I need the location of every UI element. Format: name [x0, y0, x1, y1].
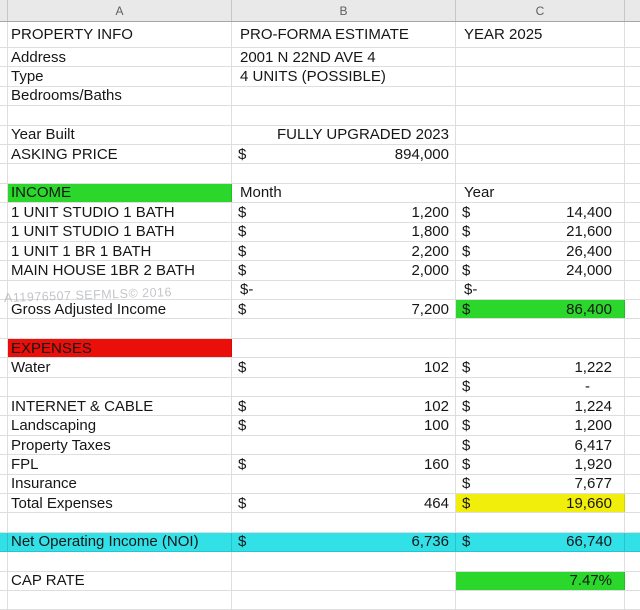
currency-symbol: $: [238, 242, 247, 260]
cell-value: 7,677: [574, 475, 612, 493]
right-edge-sliver: [625, 319, 640, 337]
sheet-row-11: [0, 223, 640, 242]
cell-value: 1,224: [574, 397, 612, 415]
cell-text: FULLY UPGRADED 2023: [276, 126, 449, 144]
cell-A12[interactable]: [8, 242, 232, 260]
cell-C22[interactable]: [456, 436, 625, 454]
right-edge-sliver: [625, 48, 640, 66]
cell-text: Year: [464, 184, 495, 202]
right-edge-sliver: [625, 397, 640, 415]
cell-B21[interactable]: [232, 416, 456, 434]
sheet-row-18: [0, 358, 640, 377]
right-edge-sliver: [625, 475, 640, 493]
row-header-sliver: [0, 378, 8, 396]
right-edge-sliver: [625, 223, 640, 241]
cell-A28[interactable]: [8, 552, 232, 570]
sheet-row-10: [0, 203, 640, 222]
cell-text: Address: [11, 48, 67, 66]
cell-C13[interactable]: [456, 261, 625, 279]
right-edge-sliver: [625, 552, 640, 570]
right-edge-sliver: [625, 358, 640, 376]
cell-text: $-: [464, 281, 478, 299]
cell-B20[interactable]: [232, 397, 456, 415]
currency-symbol: $: [462, 378, 471, 396]
cell-A29[interactable]: [8, 572, 232, 590]
mls-watermark: A11976507 SEFMLS© 2016: [3, 285, 173, 305]
sheet-row-6: [0, 126, 640, 145]
row-header-sliver: [0, 242, 8, 260]
cell-A2[interactable]: [8, 48, 232, 66]
sheet-row-24: [0, 475, 640, 494]
cell-text: Bedrooms/Baths: [11, 87, 122, 105]
right-edge-sliver: [625, 339, 640, 357]
row-header-sliver: [0, 455, 8, 473]
cell-A21[interactable]: [8, 416, 232, 434]
row-header-sliver: [0, 513, 8, 531]
currency-symbol: $: [462, 358, 471, 376]
sheet-row-2: [0, 48, 640, 67]
row-header-sliver: [0, 591, 8, 609]
row-header-sliver: [0, 436, 8, 454]
cell-value: 86,400: [566, 300, 612, 318]
cell-B28[interactable]: [232, 552, 456, 570]
cell-A30[interactable]: [8, 591, 232, 609]
cell-text: Gross Adjusted Income: [11, 300, 167, 318]
row-header-sliver: [0, 358, 8, 376]
cell-A18[interactable]: [8, 358, 232, 376]
cell-A10[interactable]: [8, 203, 232, 221]
cell-C6[interactable]: [456, 126, 625, 144]
currency-symbol: $: [462, 455, 471, 473]
cell-text: 2001 N 22ND AVE 4: [240, 48, 376, 66]
right-edge-sliver: [625, 281, 640, 299]
cell-value: 21,600: [566, 223, 612, 241]
right-edge-sliver: [625, 203, 640, 221]
right-edge-sliver: [625, 22, 640, 47]
cell-A19[interactable]: [8, 378, 232, 396]
currency-symbol: $: [462, 242, 471, 260]
cell-value: 2,200: [411, 242, 449, 260]
row-header-corner: [0, 0, 8, 21]
row-header-sliver: [0, 533, 8, 551]
right-edge-sliver: [625, 591, 640, 609]
row-header-sliver: [0, 184, 8, 202]
cell-B25[interactable]: [232, 494, 456, 512]
cell-text: Net Operating Income (NOI): [11, 533, 199, 551]
cell-B11[interactable]: [232, 223, 456, 241]
cell-B15[interactable]: [232, 300, 456, 318]
cell-text: Type: [11, 68, 44, 86]
cell-C30[interactable]: [456, 591, 625, 609]
currency-symbol: $: [462, 417, 471, 435]
cell-A26[interactable]: [8, 513, 232, 531]
cell-B14[interactable]: [232, 281, 456, 299]
currency-symbol: $: [462, 203, 471, 221]
cell-value: 24,000: [566, 261, 612, 279]
row-header-sliver: [0, 48, 8, 66]
sheet-row-7: [0, 145, 640, 164]
cell-value: 1,800: [411, 223, 449, 241]
cell-text: EXPENSES: [11, 339, 92, 357]
cell-value: 14,400: [566, 203, 612, 221]
sheet-row-17: [0, 339, 640, 358]
cell-B26[interactable]: [232, 513, 456, 531]
cell-value: 100: [423, 417, 449, 435]
right-edge-sliver: [625, 455, 640, 473]
right-edge-sliver: [625, 572, 640, 590]
cell-C25[interactable]: [456, 494, 625, 512]
cell-A13[interactable]: [8, 261, 232, 279]
cell-C7[interactable]: [456, 145, 625, 163]
row-header-sliver: [0, 339, 8, 357]
cell-A5[interactable]: [8, 106, 232, 124]
right-edge-sliver: [625, 261, 640, 279]
column-header-row: [0, 0, 640, 22]
cell-C1[interactable]: [456, 22, 625, 47]
cell-A27[interactable]: [8, 533, 232, 551]
row-header-sliver: [0, 319, 8, 337]
cell-B22[interactable]: [232, 436, 456, 454]
row-header-sliver: [0, 126, 8, 144]
cell-text: PRO-FORMA ESTIMATE: [240, 26, 409, 43]
cell-C27[interactable]: [456, 533, 625, 551]
sheet-row-1: [0, 22, 640, 48]
cell-value: 1,200: [574, 417, 612, 435]
sheet-row-26: [0, 513, 640, 532]
right-edge-sliver: [625, 164, 640, 182]
cell-value: 7,200: [411, 300, 449, 318]
cell-text: Landscaping: [11, 417, 97, 435]
sheet-row-16: [0, 319, 640, 338]
cell-C4[interactable]: [456, 87, 625, 105]
currency-symbol: $: [238, 223, 247, 241]
cell-C23[interactable]: [456, 455, 625, 473]
row-header-sliver: [0, 203, 8, 221]
row-header-sliver: [0, 300, 8, 318]
right-edge-sliver: [625, 436, 640, 454]
right-edge-sliver: [625, 242, 640, 260]
column-header-c[interactable]: C: [456, 0, 625, 21]
cell-C18[interactable]: [456, 358, 625, 376]
cell-C3[interactable]: [456, 67, 625, 85]
currency-symbol: $: [462, 533, 471, 551]
row-header-sliver: [0, 475, 8, 493]
currency-symbol: $: [238, 300, 247, 318]
right-edge-sliver: [625, 300, 640, 318]
cell-B4[interactable]: [232, 87, 456, 105]
sheet-row-22: [0, 436, 640, 455]
cell-B16[interactable]: [232, 319, 456, 337]
right-edge-sliver: [625, 87, 640, 105]
column-header-a[interactable]: A: [8, 0, 232, 21]
cell-text: 7.47%: [569, 572, 612, 590]
cell-text: Total Expenses: [11, 494, 113, 512]
cell-C29[interactable]: [456, 572, 625, 590]
row-header-sliver: [0, 164, 8, 182]
sheet-row-20: [0, 397, 640, 416]
cell-C17[interactable]: [456, 339, 625, 357]
cell-B12[interactable]: [232, 242, 456, 260]
cell-value: 160: [423, 455, 449, 473]
sheet-row-9: [0, 184, 640, 203]
sheet-row-28: [0, 552, 640, 571]
right-edge-sliver: [625, 106, 640, 124]
cell-C11[interactable]: [456, 223, 625, 241]
sheet-row-14: [0, 281, 640, 300]
cell-value: 19,660: [566, 494, 612, 512]
cell-text: Month: [240, 184, 282, 202]
cell-C10[interactable]: [456, 203, 625, 221]
cell-A9[interactable]: [8, 184, 232, 202]
cell-A25[interactable]: [8, 494, 232, 512]
cell-B19[interactable]: [232, 378, 456, 396]
cell-text: Property Taxes: [11, 436, 111, 454]
currency-symbol: $: [238, 494, 247, 512]
row-header-sliver: [0, 416, 8, 434]
sheet-row-4: [0, 87, 640, 106]
cell-C12[interactable]: [456, 242, 625, 260]
right-edge-sliver: [625, 184, 640, 202]
currency-symbol: $: [238, 203, 247, 221]
cell-B24[interactable]: [232, 475, 456, 493]
sheet-row-13: [0, 261, 640, 280]
cell-A16[interactable]: [8, 319, 232, 337]
currency-symbol: $: [238, 417, 247, 435]
right-edge-sliver: [625, 126, 640, 144]
currency-symbol: $: [462, 300, 471, 318]
cell-text: MAIN HOUSE 1BR 2 BATH: [11, 261, 195, 279]
cell-C19[interactable]: [456, 378, 625, 396]
cell-B30[interactable]: [232, 591, 456, 609]
sheet-row-21: [0, 416, 640, 435]
cell-value: 1,222: [574, 358, 612, 376]
sheet-row-30: [0, 591, 640, 610]
cell-text: FPL: [11, 455, 39, 473]
column-header-d-sliver: [625, 0, 640, 21]
cell-B2[interactable]: [232, 48, 456, 66]
cell-B3[interactable]: [232, 67, 456, 85]
currency-symbol: $: [238, 397, 247, 415]
cell-text: 1 UNIT STUDIO 1 BATH: [11, 203, 175, 221]
sheet-row-19: [0, 378, 640, 397]
cell-value: 26,400: [566, 242, 612, 260]
cell-B29[interactable]: [232, 572, 456, 590]
cell-C16[interactable]: [456, 319, 625, 337]
currency-symbol: $: [238, 533, 247, 551]
row-header-sliver: [0, 22, 8, 47]
cell-C21[interactable]: [456, 416, 625, 434]
row-header-sliver: [0, 552, 8, 570]
cell-B5[interactable]: [232, 106, 456, 124]
cell-A14[interactable]: [8, 281, 232, 299]
cell-A15[interactable]: [8, 300, 232, 318]
cell-B6[interactable]: [232, 126, 456, 144]
cell-A4[interactable]: [8, 87, 232, 105]
cell-value: 66,740: [566, 533, 612, 551]
cell-A1[interactable]: [8, 22, 232, 47]
right-edge-sliver: [625, 513, 640, 531]
currency-symbol: $: [238, 145, 247, 163]
cell-text: 4 UNITS (POSSIBLE): [240, 68, 386, 86]
cell-value: 2,000: [411, 261, 449, 279]
cell-C24[interactable]: [456, 475, 625, 493]
currency-symbol: $: [238, 358, 247, 376]
currency-symbol: $: [462, 261, 471, 279]
cell-B7[interactable]: [232, 145, 456, 163]
cell-B10[interactable]: [232, 203, 456, 221]
cell-B18[interactable]: [232, 358, 456, 376]
cell-value: 6,736: [411, 533, 449, 551]
row-header-sliver: [0, 261, 8, 279]
right-edge-sliver: [625, 494, 640, 512]
cell-A17[interactable]: [8, 339, 232, 357]
currency-symbol: $: [462, 436, 471, 454]
right-edge-sliver: [625, 67, 640, 85]
row-header-sliver: [0, 397, 8, 415]
cell-C20[interactable]: [456, 397, 625, 415]
right-edge-sliver: [625, 416, 640, 434]
cell-B8[interactable]: [232, 164, 456, 182]
cell-value: 102: [423, 397, 449, 415]
sheet-row-29: [0, 572, 640, 591]
cell-value: 464: [423, 494, 449, 512]
currency-symbol: $: [462, 397, 471, 415]
cell-value: 6,417: [574, 436, 612, 454]
row-header-sliver: [0, 106, 8, 124]
cell-C28[interactable]: [456, 552, 625, 570]
row-header-sliver: [0, 145, 8, 163]
sheet-row-15: [0, 300, 640, 319]
currency-symbol: $: [462, 475, 471, 493]
cell-B13[interactable]: [232, 261, 456, 279]
cell-A20[interactable]: [8, 397, 232, 415]
sheet-row-5: [0, 106, 640, 125]
cell-A6[interactable]: [8, 126, 232, 144]
cell-C5[interactable]: [456, 106, 625, 124]
cell-C15[interactable]: [456, 300, 625, 318]
cell-value: 1,920: [574, 455, 612, 473]
cell-C9[interactable]: [456, 184, 625, 202]
cell-A3[interactable]: [8, 67, 232, 85]
cell-B9[interactable]: [232, 184, 456, 202]
spreadsheet-grid: [0, 22, 640, 610]
cell-text: 1 UNIT 1 BR 1 BATH: [11, 242, 152, 260]
cell-A11[interactable]: [8, 223, 232, 241]
row-header-sliver: [0, 494, 8, 512]
right-edge-sliver: [625, 533, 640, 551]
cell-B1[interactable]: [232, 22, 456, 47]
cell-text: 1 UNIT STUDIO 1 BATH: [11, 223, 175, 241]
cell-text: PROPERTY INFO: [11, 26, 133, 43]
sheet-row-12: [0, 242, 640, 261]
cell-C14[interactable]: [456, 281, 625, 299]
cell-text: Insurance: [11, 475, 77, 493]
cell-A24[interactable]: [8, 475, 232, 493]
sheet-row-8: [0, 164, 640, 183]
row-header-sliver: [0, 281, 8, 299]
cell-A22[interactable]: [8, 436, 232, 454]
sheet-row-23: [0, 455, 640, 474]
sheet-row-25: [0, 494, 640, 513]
row-header-sliver: [0, 87, 8, 105]
cell-C2[interactable]: [456, 48, 625, 66]
currency-symbol: $: [462, 223, 471, 241]
cell-A23[interactable]: [8, 455, 232, 473]
cell-text: INTERNET & CABLE: [11, 397, 154, 415]
cell-text: INCOME: [11, 184, 71, 202]
cell-C8[interactable]: [456, 164, 625, 182]
cell-B27[interactable]: [232, 533, 456, 551]
cell-text: ASKING PRICE: [11, 145, 118, 163]
cell-text: Year Built: [11, 126, 75, 144]
right-edge-sliver: [625, 145, 640, 163]
right-edge-sliver: [625, 378, 640, 396]
currency-symbol: $: [462, 494, 471, 512]
row-header-sliver: [0, 67, 8, 85]
sheet-row-27: [0, 533, 640, 552]
cell-C26[interactable]: [456, 513, 625, 531]
currency-symbol: $: [238, 455, 247, 473]
cell-value: -: [585, 378, 590, 396]
cell-text: Water: [11, 358, 51, 376]
cell-text: YEAR 2025: [464, 26, 543, 43]
cell-A8[interactable]: [8, 164, 232, 182]
cell-A7[interactable]: [8, 145, 232, 163]
column-header-b[interactable]: B: [232, 0, 456, 21]
sheet-row-3: [0, 67, 640, 86]
row-header-sliver: [0, 572, 8, 590]
cell-B17[interactable]: [232, 339, 456, 357]
cell-B23[interactable]: [232, 455, 456, 473]
cell-text: CAP RATE: [11, 572, 85, 590]
row-header-sliver: [0, 223, 8, 241]
cell-text: $-: [240, 281, 254, 299]
cell-value: 894,000: [394, 145, 449, 163]
cell-value: 1,200: [411, 203, 449, 221]
cell-value: 102: [423, 358, 449, 376]
currency-symbol: $: [238, 261, 247, 279]
